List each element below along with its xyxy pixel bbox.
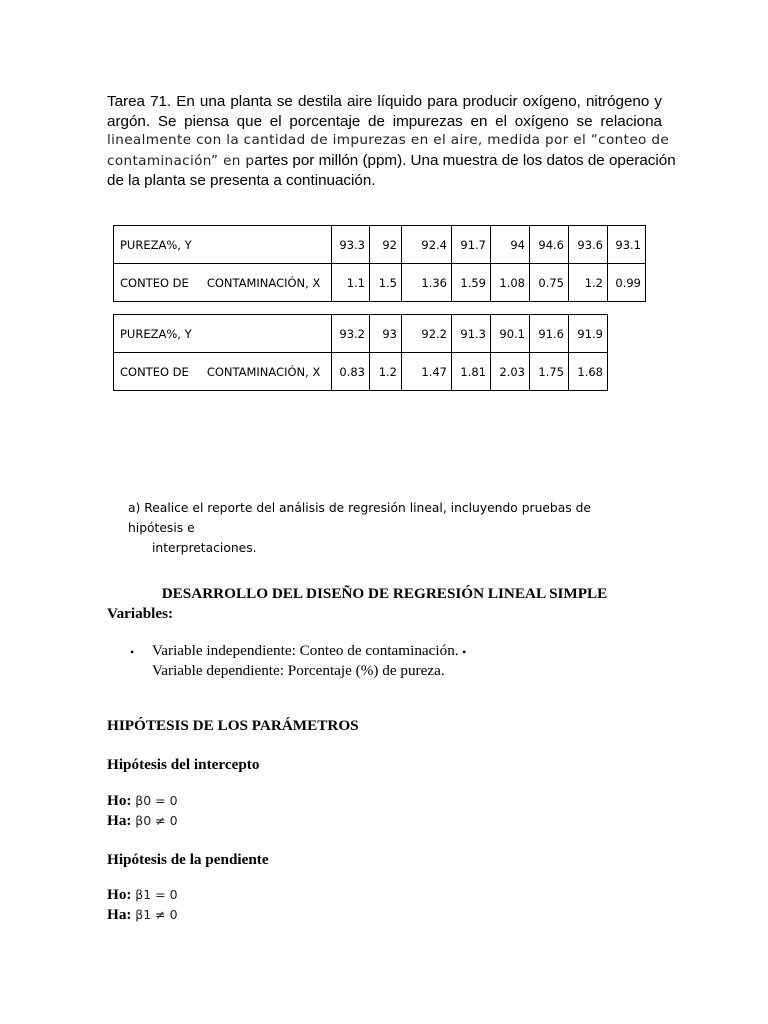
slope-ha-eq: β1 ≠ 0 [135, 907, 178, 922]
ho-label: Ho: [107, 886, 132, 903]
intro-line-2: argón. Se piensa que el porcentaje de impurezas en el oxígeno se relaciona [107, 112, 662, 130]
table-cell: 0.99 [608, 264, 646, 302]
table-cell: 1.2 [370, 353, 402, 391]
question-item [128, 498, 648, 558]
intro-line-1: Tarea 71. En una planta se destila aire líquido para producir oxígeno, nitrógeno y [107, 93, 662, 110]
data-table-1 [113, 225, 646, 302]
ho-label: Ho: [107, 792, 132, 809]
slope-ho-eq: β1 = 0 [135, 887, 178, 902]
table-cell: 92.2 [402, 315, 452, 353]
table-label-y: PUREZA%, Y [114, 315, 332, 353]
table-cell: 1.08 [491, 264, 530, 302]
table-cell: 93.6 [569, 226, 608, 264]
question-line-2: interpretaciones. [152, 541, 257, 555]
hypotheses-heading: HIPÓTESIS DE LOS PARÁMETROS [107, 717, 359, 734]
intro-line-4a: contaminación” en p [107, 152, 255, 169]
table-row [114, 264, 646, 302]
table-cell: 1.81 [452, 353, 491, 391]
table-cell: 1.68 [569, 353, 608, 391]
table-cell: 91.3 [452, 315, 491, 353]
table-label-x [114, 264, 332, 302]
table-cell: 91.9 [569, 315, 608, 353]
intercept-ha [107, 811, 178, 831]
table-cell: 93.3 [332, 226, 370, 264]
label-part: CONTAMINACIÓN, X [206, 364, 321, 379]
table-cell: 0.75 [530, 264, 569, 302]
table-cell: 93 [370, 315, 402, 353]
slope-ho [107, 885, 178, 905]
table-cell: 2.03 [491, 353, 530, 391]
ha-label: Ha: [107, 906, 132, 923]
table-row [114, 315, 608, 353]
label-part: CONTAMINACIÓN, X [206, 275, 321, 290]
intercept-ho [107, 791, 178, 811]
table-cell: 92.4 [402, 226, 452, 264]
intro-line-4 [107, 151, 676, 172]
table-cell: 1.1 [332, 264, 370, 302]
slope-ha [107, 905, 178, 925]
table-cell: 1.36 [402, 264, 452, 302]
table-cell: 93.1 [608, 226, 646, 264]
bullet-icon: • [130, 645, 135, 659]
table-cell: 93.2 [332, 315, 370, 353]
intro-line-3: linealmente con la cantidad de impurezas en el aire, medida por el “conteo de [107, 132, 670, 148]
table-cell: 1.5 [370, 264, 402, 302]
intro-line-4b: artes por millón (ppm). Una muestra de los datos de operación [254, 151, 676, 169]
variable-independent: Variable independiente: Conteo de contaminación. [152, 642, 459, 659]
table-row [114, 226, 646, 264]
table-cell: 90.1 [491, 315, 530, 353]
table-cell: 1.59 [452, 264, 491, 302]
table-cell: 94 [491, 226, 530, 264]
intercept-heading: Hipótesis del intercepto [107, 756, 260, 773]
intercept-ha-eq: β0 ≠ 0 [135, 813, 178, 828]
intercept-ho-eq: β0 = 0 [135, 793, 178, 808]
label-part: CONTEO DE [120, 275, 189, 290]
intro-line-5: de la planta se presenta a continuación. [107, 172, 376, 189]
table-cell: 0.83 [332, 353, 370, 391]
bullet-icon: • [462, 645, 467, 659]
ha-label: Ha: [107, 812, 132, 829]
table-cell: 94.6 [530, 226, 569, 264]
question-line-1: a) Realice el reporte del análisis de regresión lineal, incluyendo pruebas de hipótesis e [128, 501, 591, 535]
table-cell: 1.75 [530, 353, 569, 391]
table-label-y: PUREZA%, Y [114, 226, 332, 264]
data-table-2 [113, 314, 608, 391]
intro-paragraph [107, 92, 676, 191]
slope-heading: Hipótesis de la pendiente [107, 851, 269, 868]
table-label-x [114, 353, 332, 391]
variable-dependent: Variable dependiente: Porcentaje (%) de pureza. [152, 662, 445, 679]
table-row [114, 353, 608, 391]
table-cell: 1.2 [569, 264, 608, 302]
table-cell: 92 [370, 226, 402, 264]
table-cell: 91.7 [452, 226, 491, 264]
table-cell: 1.47 [402, 353, 452, 391]
design-title: DESARROLLO DEL DISEÑO DE REGRESIÓN LINEAL SIMPLE [161, 585, 608, 602]
label-part: CONTEO DE [120, 364, 189, 379]
variables-label: Variables: [107, 605, 174, 622]
table-cell: 91.6 [530, 315, 569, 353]
